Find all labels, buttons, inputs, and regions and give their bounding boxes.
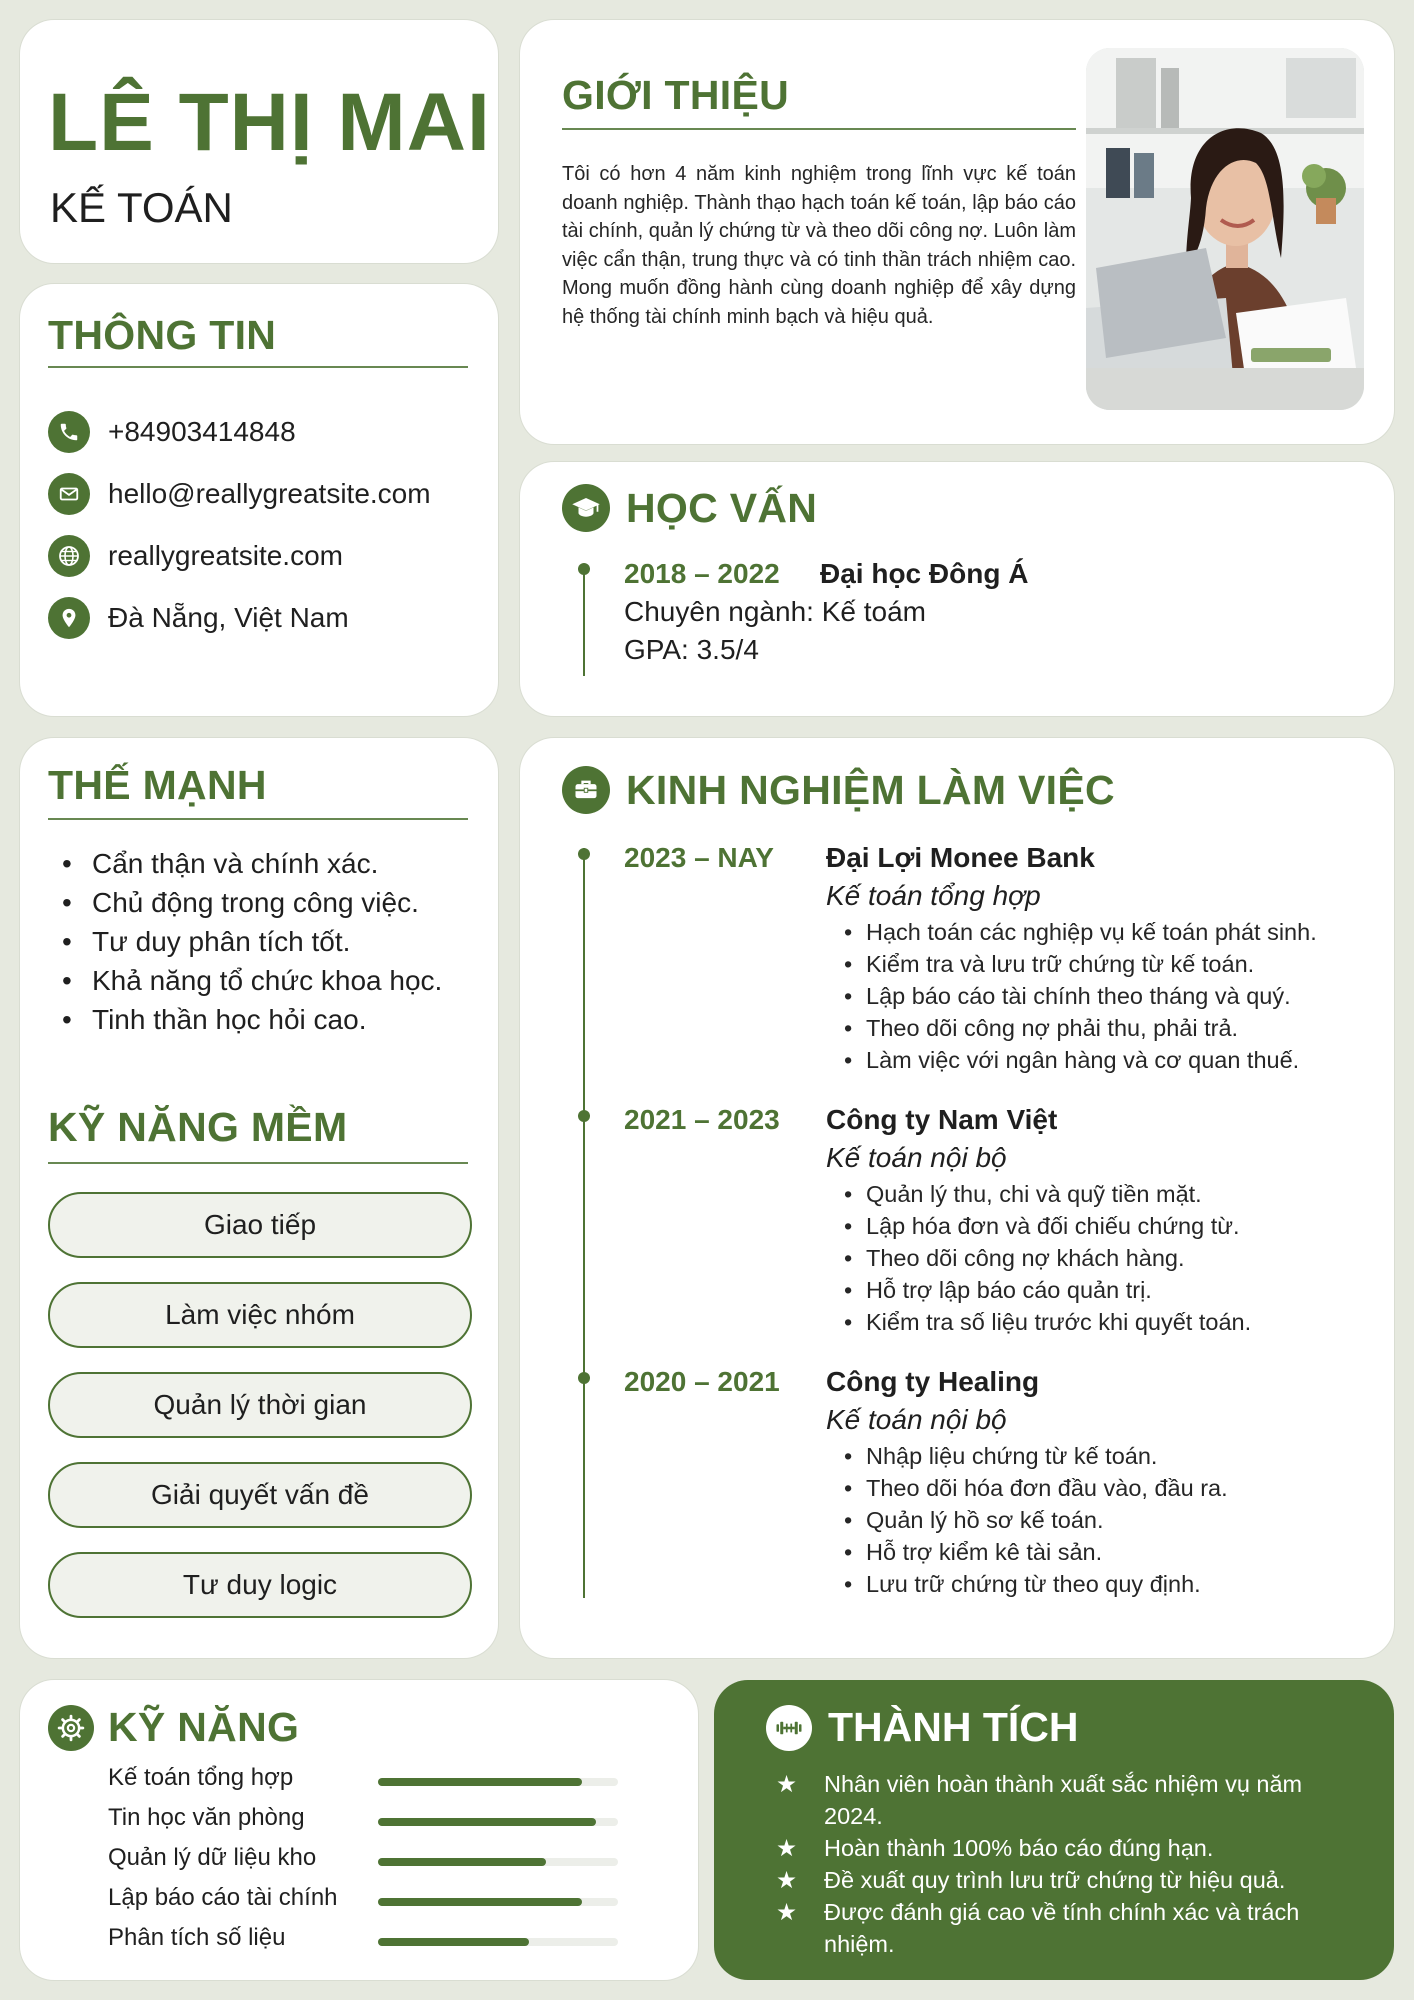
experience-timeline: [583, 848, 585, 1598]
job-task: • Lập báo cáo tài chính theo tháng và quý.: [846, 980, 1317, 1012]
education-card: [520, 462, 1394, 716]
strengths-title: THẾ MẠNH: [48, 762, 267, 808]
strengths-card: [20, 738, 498, 1658]
achievement-item: [776, 1896, 1336, 1960]
gear-icon: [48, 1705, 94, 1751]
skills-title: KỸ NĂNG: [108, 1704, 300, 1750]
job-task: • Quản lý hồ sơ kế toán.: [846, 1504, 1228, 1536]
job-task: • Theo dõi công nợ khách hàng.: [846, 1242, 1251, 1274]
education-header: [562, 484, 817, 532]
job-task: • Lưu trữ chứng từ theo quy định.: [846, 1568, 1228, 1600]
profile-photo: [1086, 48, 1364, 410]
achievements-title: THÀNH TÍCH: [828, 1704, 1079, 1750]
job-company: Công ty Nam Việt: [826, 1104, 1058, 1135]
job-task: • Kiểm tra số liệu trước khi quyết toán.: [846, 1306, 1251, 1338]
job-company: Đại Lợi Monee Bank: [826, 842, 1095, 873]
phone-icon: [48, 411, 90, 453]
contact-location: Đà Nẵng, Việt Nam: [108, 602, 349, 633]
skill-level-bar: [378, 1938, 618, 1946]
skill-name: Quản lý dữ liệu kho: [108, 1844, 317, 1871]
achievement-item: [776, 1864, 1336, 1896]
education-gpa: GPA: 3.5/4: [624, 634, 759, 665]
strengths-divider: [48, 818, 468, 820]
job-task-list: [846, 916, 1317, 1076]
job-task: • Hỗ trợ lập báo cáo quản trị.: [846, 1274, 1251, 1306]
job-task: • Lập hóa đơn và đối chiếu chứng từ.: [846, 1210, 1251, 1242]
contact-divider: [48, 366, 468, 368]
job-period: 2023 – NAY: [624, 842, 774, 873]
soft-skill-pill: Quản lý thời gian: [48, 1372, 472, 1438]
soft-skill-pill: Giải quyết vấn đề: [48, 1462, 472, 1528]
intro-text: Tôi có hơn 4 năm kinh nghiệm trong lĩnh vực kế toán doanh nghiệp. Thành thạo hạch toán kế toán, lập báo cáo tài chính, quản lý chứng từ và theo dõi công nợ. Luôn làm việc cẩn thận, trung thực và có tinh thần trách nhiệm cao. Mong muốn đồng hành cùng doanh nghiệp để xây dựng hệ thống tài chính minh bạch và hiệu quả.: [562, 163, 1076, 328]
name-card: [20, 20, 498, 263]
soft-skill-pill: Giao tiếp: [48, 1192, 472, 1258]
contact-phone-row: [48, 410, 296, 454]
contact-website: reallygreatsite.com: [108, 540, 343, 571]
contact-email: hello@reallygreatsite.com: [108, 478, 431, 509]
strength-item: • Cẩn thận và chính xác.: [68, 844, 442, 883]
education-major: Chuyên ngành: Kế toám: [624, 596, 926, 627]
soft-skills-title: KỸ NĂNG MỀM: [48, 1104, 348, 1150]
education-timeline: [583, 564, 585, 676]
soft-skill-pill: Tư duy logic: [48, 1552, 472, 1618]
strength-item: • Khả năng tổ chức khoa học.: [68, 961, 442, 1000]
skill-name: Lập báo cáo tài chính: [108, 1884, 338, 1911]
education-period: 2018 – 2022: [624, 558, 780, 589]
skill-level-bar: [378, 1778, 618, 1786]
education-school: Đại học Đông Á: [820, 558, 1029, 589]
job-period: 2020 – 2021: [624, 1366, 780, 1397]
skill-name: Phân tích số liệu: [108, 1924, 286, 1951]
job-role: Kế toán tổng hợp: [826, 880, 1041, 911]
strengths-list: [68, 844, 442, 1039]
job-task-list: [846, 1178, 1251, 1338]
skill-level-fill: [378, 1858, 546, 1866]
job-task: • Nhập liệu chứng từ kế toán.: [846, 1440, 1228, 1472]
star-icon: ★: [776, 1771, 798, 1797]
map-pin-icon: [48, 597, 90, 639]
job-task: • Kiểm tra và lưu trữ chứng từ kế toán.: [846, 948, 1317, 980]
contact-title: THÔNG TIN: [48, 312, 277, 358]
experience-card: [520, 738, 1394, 1658]
job-company: Công ty Healing: [826, 1366, 1040, 1397]
job-task: • Theo dõi hóa đơn đầu vào, đầu ra.: [846, 1472, 1228, 1504]
globe-icon: [48, 535, 90, 577]
intro-title: GIỚI THIỆU: [562, 72, 790, 118]
job-role: Kế toán nội bộ: [826, 1404, 1007, 1435]
skill-level-fill: [378, 1778, 582, 1786]
skill-level-fill: [378, 1938, 529, 1946]
skill-name: Tin học văn phòng: [108, 1804, 305, 1831]
contact-card: [20, 284, 498, 716]
skills-header: [48, 1704, 299, 1751]
star-icon: ★: [776, 1835, 798, 1861]
experience-timeline-dot: [578, 1110, 590, 1122]
job-task: • Quản lý thu, chi và quỹ tiền mặt.: [846, 1178, 1251, 1210]
graduation-cap-icon: [562, 484, 610, 532]
experience-header: [562, 766, 1115, 814]
strength-item: • Tinh thần học hỏi cao.: [68, 1000, 442, 1039]
skills-card: [20, 1680, 698, 1980]
job-role: Kế toán nội bộ: [826, 1142, 1007, 1173]
briefcase-icon: [562, 766, 610, 814]
skill-level-bar: [378, 1858, 618, 1866]
soft-skills-divider: [48, 1162, 468, 1164]
achievement-text: Hoàn thành 100% báo cáo đúng hạn.: [824, 1835, 1214, 1861]
contact-location-row: [48, 596, 349, 640]
achievement-text: Đề xuất quy trình lưu trữ chứng từ hiệu quả.: [824, 1867, 1286, 1893]
achievements-header: [766, 1704, 1079, 1751]
star-icon: ★: [776, 1899, 798, 1925]
job-task: • Theo dõi công nợ phải thu, phải trả.: [846, 1012, 1317, 1044]
soft-skill-pill: Làm việc nhóm: [48, 1282, 472, 1348]
contact-phone: +84903414848: [108, 416, 296, 447]
achievement-text: Được đánh giá cao về tính chính xác và trách nhiệm.: [824, 1899, 1300, 1957]
achievements-card: [714, 1680, 1394, 1980]
job-period: 2021 – 2023: [624, 1104, 780, 1135]
skill-level-fill: [378, 1898, 582, 1906]
envelope-icon: [48, 473, 90, 515]
job-task: • Hỗ trợ kiểm kê tài sản.: [846, 1536, 1228, 1568]
contact-website-row: [48, 534, 343, 578]
achievement-text: Nhân viên hoàn thành xuất sắc nhiệm vụ năm 2024.: [824, 1771, 1303, 1829]
experience-timeline-dot: [578, 1372, 590, 1384]
experience-timeline-dot: [578, 848, 590, 860]
education-title: HỌC VẤN: [626, 484, 818, 531]
candidate-name: LÊ THỊ MAI: [48, 77, 491, 168]
job-task-list: [846, 1440, 1228, 1600]
skill-name: Kế toán tổng hợp: [108, 1764, 294, 1791]
contact-email-row: [48, 472, 431, 516]
intro-card: [520, 20, 1394, 444]
job-task: • Làm việc với ngân hàng và cơ quan thuế.: [846, 1044, 1317, 1076]
skill-level-fill: [378, 1818, 596, 1826]
education-timeline-dot: [578, 563, 590, 575]
achievement-item: [776, 1768, 1336, 1832]
skill-level-bar: [378, 1818, 618, 1826]
experience-title: KINH NGHIỆM LÀM VIỆC: [626, 766, 1115, 813]
candidate-role: KẾ TOÁN: [50, 184, 233, 231]
job-task: • Hạch toán các nghiệp vụ kế toán phát sinh.: [846, 916, 1317, 948]
strength-item: • Chủ động trong công việc.: [68, 883, 442, 922]
dumbbell-icon: [766, 1705, 812, 1751]
achievement-item: [776, 1832, 1336, 1864]
star-icon: ★: [776, 1867, 798, 1893]
skill-level-bar: [378, 1898, 618, 1906]
strength-item: • Tư duy phân tích tốt.: [68, 922, 442, 961]
intro-divider: [562, 128, 1076, 130]
